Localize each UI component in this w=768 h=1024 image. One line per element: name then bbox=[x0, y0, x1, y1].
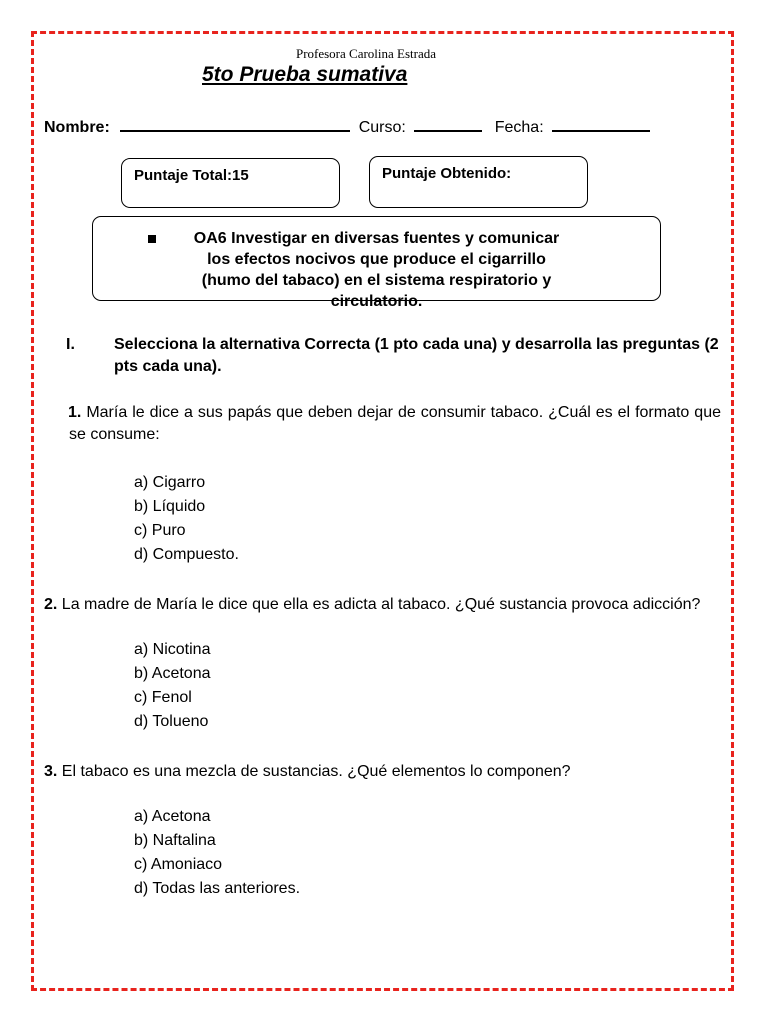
option-2b[interactable]: b) Acetona bbox=[134, 665, 211, 682]
option-2d[interactable]: d) Tolueno bbox=[134, 713, 209, 730]
option-3a[interactable]: a) Acetona bbox=[134, 808, 211, 825]
fecha-label: Fecha: bbox=[494, 119, 544, 136]
option-3d[interactable]: d) Todas las anteriores. bbox=[134, 880, 301, 897]
objective-text bbox=[93, 228, 660, 312]
question-1 bbox=[69, 402, 721, 446]
curso-label: Curso: bbox=[358, 119, 406, 136]
page-title: 5to Prueba sumativa bbox=[202, 63, 408, 86]
question-number: 2. bbox=[44, 596, 58, 613]
question-number: 3. bbox=[44, 763, 58, 780]
question-text: La madre de María le dice que ella es adicta al tabaco. ¿Qué sustancia provoca adicción? bbox=[61, 596, 701, 613]
option-3b[interactable]: b) Naftalina bbox=[134, 832, 216, 849]
option-1d[interactable]: d) Compuesto. bbox=[134, 546, 239, 563]
option-2c[interactable]: c) Fenol bbox=[134, 689, 192, 706]
student-info-row bbox=[44, 116, 650, 137]
score-obtained-box[interactable] bbox=[369, 156, 588, 208]
option-3c[interactable]: c) Amoniaco bbox=[134, 856, 223, 873]
objective-text-content: OA6 Investigar en diversas fuentes y comunicar los efectos nocivos que produce el cigarrillo (humo del tabaco) en el sistema respiratorio y circulatorio. bbox=[193, 230, 560, 310]
nombre-field[interactable] bbox=[120, 116, 350, 132]
option-2a[interactable]: a) Nicotina bbox=[134, 641, 211, 658]
option-1a[interactable]: a) Cigarro bbox=[134, 474, 206, 491]
teacher-name: Profesora Carolina Estrada bbox=[295, 46, 437, 61]
question-3 bbox=[44, 761, 721, 783]
question-2 bbox=[44, 594, 721, 616]
question-number: 1. bbox=[68, 404, 82, 421]
question-text: El tabaco es una mezcla de sustancias. ¿Qué elementos lo componen? bbox=[61, 763, 571, 780]
option-1b[interactable]: b) Líquido bbox=[134, 498, 206, 515]
score-total-box bbox=[121, 158, 340, 208]
section-number: I. bbox=[66, 336, 75, 353]
score-total-label: Puntaje Total:15 bbox=[134, 167, 249, 184]
fecha-field[interactable] bbox=[552, 116, 650, 132]
score-obtained-label: Puntaje Obtenido: bbox=[382, 165, 512, 182]
curso-field[interactable] bbox=[414, 116, 482, 132]
option-1c[interactable]: c) Puro bbox=[134, 522, 186, 539]
section-instruction: Selecciona la alternativa Correcta (1 pto cada una) y desarrolla las preguntas (2 pts cada una). bbox=[114, 336, 719, 375]
objective-box bbox=[92, 216, 661, 310]
nombre-label: Nombre: bbox=[44, 119, 110, 136]
question-text: María le dice a sus papás que deben dejar de consumir tabaco. ¿Cuál es el formato que se consume: bbox=[69, 404, 721, 443]
